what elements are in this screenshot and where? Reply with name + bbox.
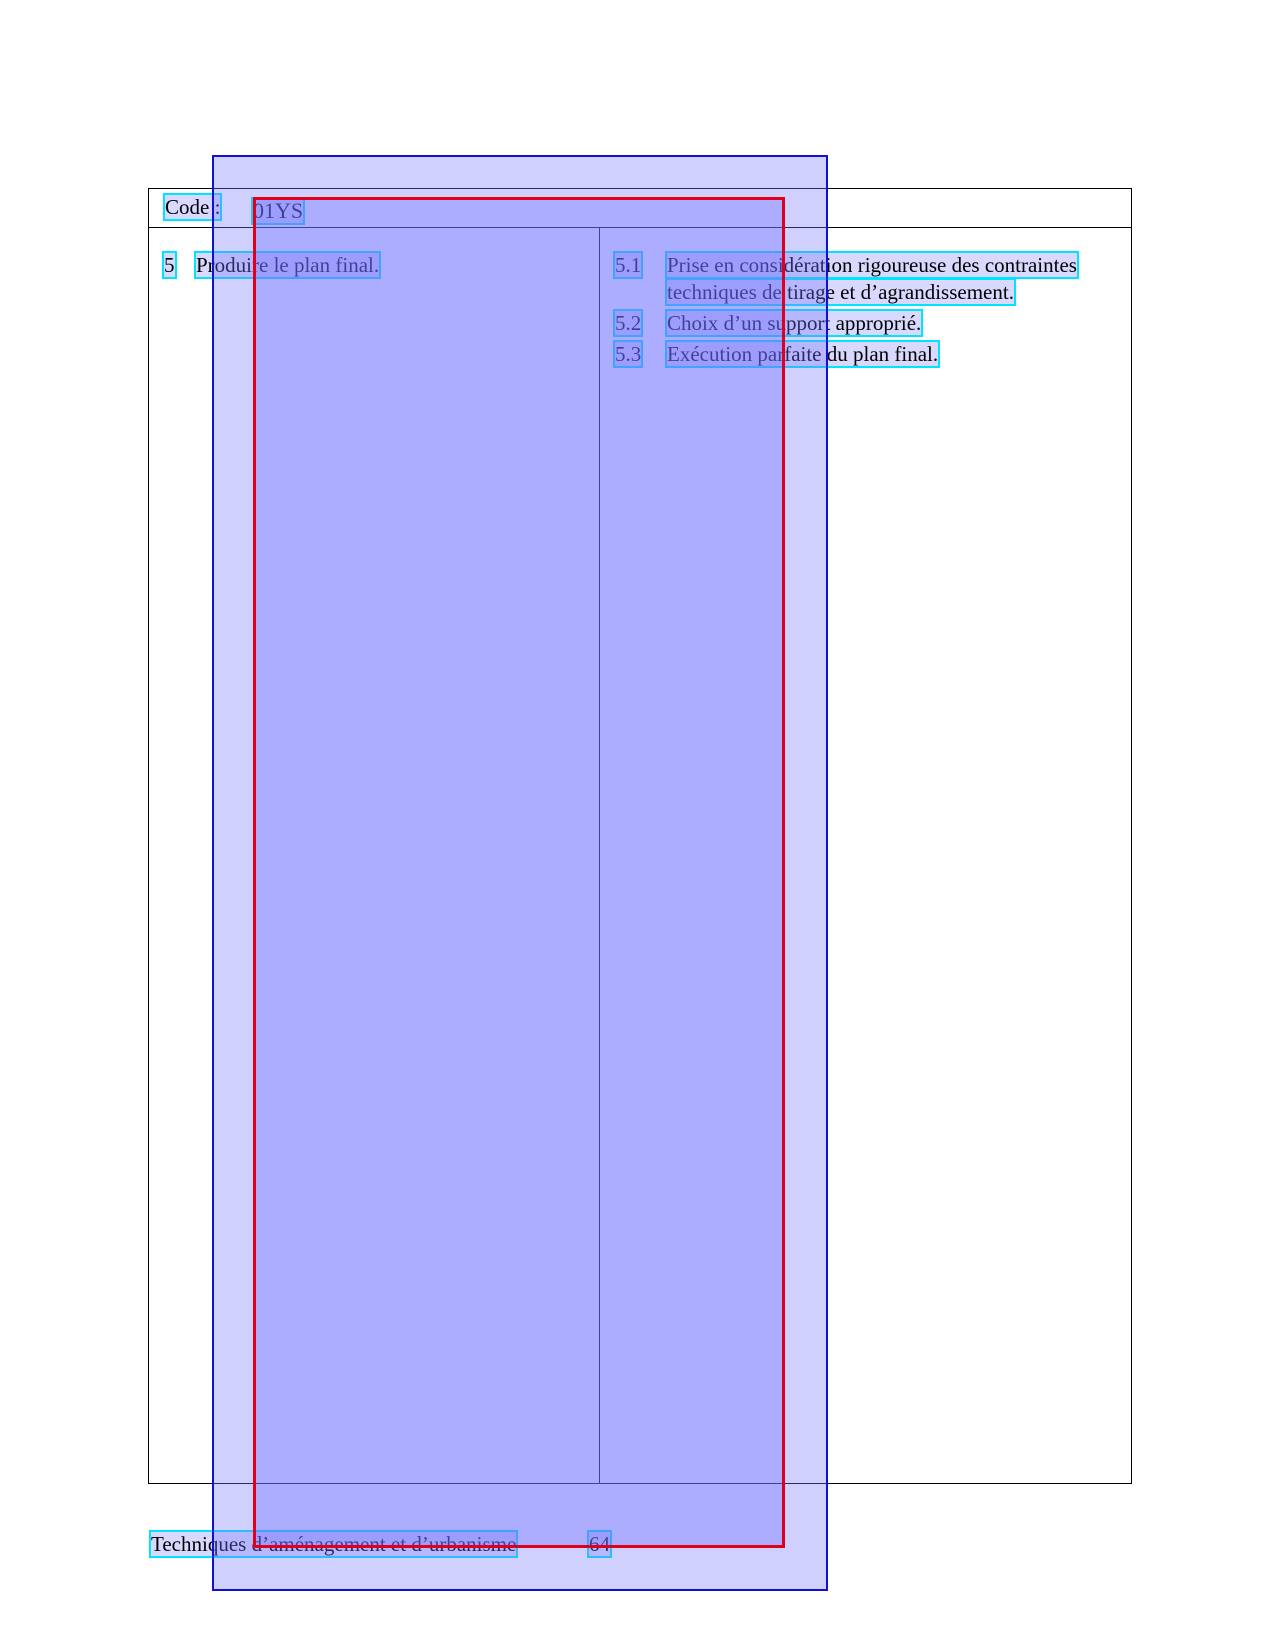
criterion-number: 5: [164, 253, 175, 277]
footer-page-number: 64: [589, 1532, 610, 1556]
criterion-text: Produire le plan final.: [196, 253, 380, 277]
sub-criterion-text: Choix d’un support approprié.: [667, 311, 922, 335]
sub-criterion-text-continued: techniques de tirage et d’agrandissement.: [667, 280, 1014, 304]
footer-program-name: Techniques d’aménagement et d’urbanisme: [151, 1532, 517, 1556]
sub-criterion-number: 5.1: [615, 253, 642, 277]
sub-criterion-text: Exécution parfaite du plan final.: [667, 342, 939, 366]
code-value: 01YS: [253, 198, 304, 223]
sub-criterion-number: 5.3: [615, 342, 642, 366]
sub-criterion-number: 5.2: [615, 311, 642, 335]
code-label: Code :: [165, 195, 221, 219]
sub-criterion-text: Prise en considération rigoureuse des contraintes: [667, 253, 1077, 277]
selection-overlay-inner: [253, 197, 785, 1548]
